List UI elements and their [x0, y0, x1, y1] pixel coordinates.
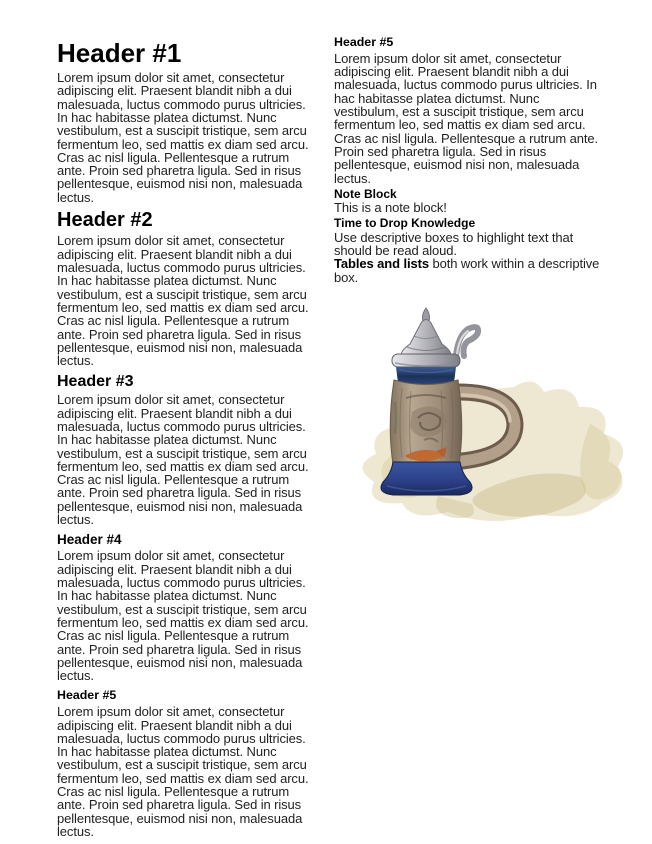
header-5: Header #5: [57, 688, 117, 703]
header-2: Header #2: [57, 209, 153, 232]
header-1: Header #1: [57, 38, 182, 68]
tables-and-lists-bold: Tables and lists: [334, 256, 429, 272]
paragraph-3: Lorem ipsum dolor sit amet, consectetur adipiscing elit. Praesent blandit nibh a dui malesuada, luctus commodo purus ultricies. In hac habitasse platea dictumst. Nunc vestibulum, est a suscipit tristique, sem arcu fermentum leo, sed mattis ex diam sed arcu. Cras ac nisl ligula. Pellentesque a rutrum ante. Proin sed pharetra ligula. Sed in risus pellentesque, euismod nisi non, malesuada lectus.: [57, 392, 309, 528]
knowledge-block-tables-text: [334, 257, 602, 284]
knowledge-block-title: Time to Drop Knowledge: [334, 216, 476, 231]
paragraph-1: Lorem ipsum dolor sit amet, consectetur adipiscing elit. Praesent blandit nibh a dui malesuada, luctus commodo purus ultricies. In hac habitasse platea dictumst. Nunc vestibulum, est a suscipit tristique, sem arcu fermentum leo, sed mattis ex diam sed arcu. Cras ac nisl ligula. Pellentesque a rutrum ante. Proin sed pharetra ligula. Sed in risus pellentesque, euismod nisi non, malesuada lectus.: [57, 70, 309, 205]
note-block-text: This is a note block!: [334, 200, 447, 216]
header-4: Header #4: [57, 532, 122, 548]
paragraph-4: Lorem ipsum dolor sit amet, consectetur adipiscing elit. Praesent blandit nibh a dui malesuada, luctus commodo purus ultricies. In hac habitasse platea dictumst. Nunc vestibulum, est a suscipit tristique, sem arcu fermentum leo, sed mattis ex diam sed arcu. Cras ac nisl ligula. Pellentesque a rutrum ante. Proin sed pharetra ligula. Sed in risus pellentesque, euismod nisi non, malesuada lectus.: [57, 548, 309, 684]
header-3: Header #3: [57, 373, 134, 391]
right-header-5: Header #5: [334, 35, 394, 49]
note-block-title: Note Block: [334, 186, 397, 201]
tables-and-lists-rest: both work within a descriptive box.: [334, 256, 600, 285]
paragraph-5: Lorem ipsum dolor sit amet, consectetur adipiscing elit. Praesent blandit nibh a dui malesuada, luctus commodo purus ultricies. In hac habitasse platea dictumst. Nunc vestibulum, est a suscipit tristique, sem arcu fermentum leo, sed mattis ex diam sed arcu. Cras ac nisl ligula. Pellentesque a rutrum ante. Proin sed pharetra ligula. Sed in risus pellentesque, euismod nisi non, malesuada lectus.: [57, 704, 309, 839]
right-paragraph: Lorem ipsum dolor sit amet, consectetur adipiscing elit. Praesent blandit nibh a dui malesuada, luctus commodo purus ultricies. In hac habitasse platea dictumst. Nunc vestibulum, est a suscipit tristique, sem arcu fermentum leo, sed mattis ex diam sed arcu. Cras ac nisl ligula. Pellentesque a rutrum ante. Proin sed pharetra ligula. Sed in risus pellentesque, euismod nisi non, malesuada lectus.: [334, 50, 599, 186]
left-column: [57, 39, 315, 838]
stein-image: [340, 306, 632, 532]
right-column: [334, 36, 602, 532]
paragraph-2: Lorem ipsum dolor sit amet, consectetur adipiscing elit. Praesent blandit nibh a dui malesuada, luctus commodo purus ultricies. In hac habitasse platea dictumst. Nunc vestibulum, est a suscipit tristique, sem arcu fermentum leo, sed mattis ex diam sed arcu. Cras ac nisl ligula. Pellentesque a rutrum ante. Proin sed pharetra ligula. Sed in risus pellentesque, euismod nisi non, malesuada lectus.: [57, 233, 309, 369]
knowledge-block-text: Use descriptive boxes to highlight text that should be read aloud.: [334, 229, 574, 259]
